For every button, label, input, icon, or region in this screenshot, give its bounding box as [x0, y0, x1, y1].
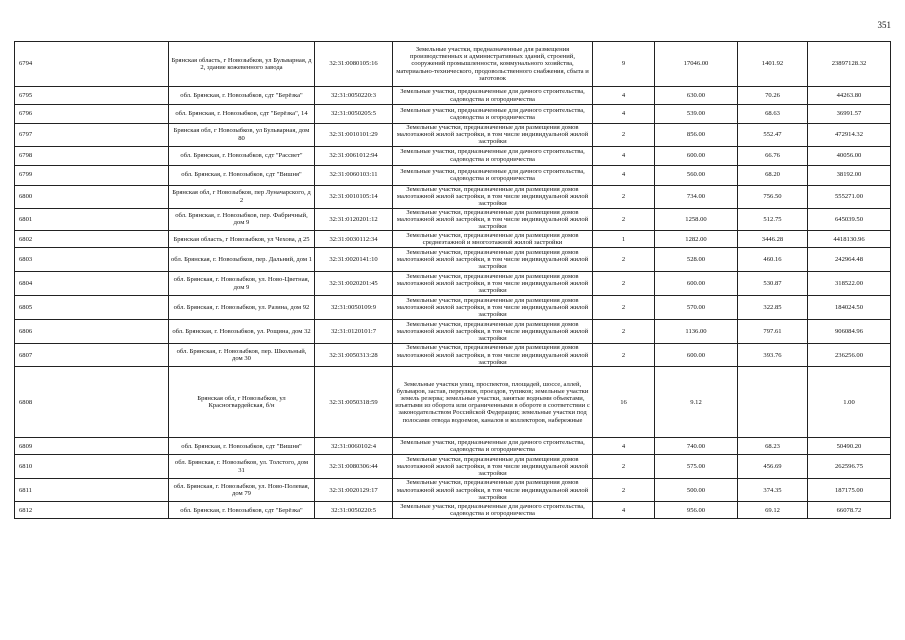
- cadastral-number-cell: 32:31:0061012:94: [315, 146, 393, 165]
- land-use-cell: Земельные участки, предназначенные для размещения домов малоэтажной жилой застройки, в том числе индивидуальной жилой застройки: [393, 248, 593, 272]
- land-use-cell: Земельные участки, предназначенные для размещения домов малоэтажной жилой застройки, в том числе индивидуальной жилой застройки: [393, 272, 593, 296]
- address-cell: обл. Брянская, г. Новозыбков, сдт "Вишня": [169, 165, 315, 185]
- use-group-cell: 2: [593, 479, 655, 502]
- use-group-cell: 4: [593, 502, 655, 519]
- area-cell: 630.00: [655, 87, 738, 105]
- address-cell: обл. Брянская, г. Новозыбков, ул. Ново-Полевая, дом 79: [169, 479, 315, 502]
- table-row: [15, 272, 891, 296]
- area-cell: 560.00: [655, 165, 738, 185]
- land-use-cell: Земельные участки, предназначенные для дачного строительства, садоводства и огородничества: [393, 146, 593, 165]
- cadastral-value-cell: 242964.48: [808, 248, 891, 272]
- table-row: [15, 320, 891, 344]
- table-row: [15, 479, 891, 502]
- use-group-cell: 2: [593, 124, 655, 147]
- table-row: [15, 248, 891, 272]
- cadastral-number-cell: 32:31:0050220:3: [315, 87, 393, 105]
- land-use-cell: Земельные участки, предназначенные для размещения домов малоэтажной жилой застройки, в том числе индивидуальной жилой застройки: [393, 344, 593, 367]
- use-group-cell: 2: [593, 344, 655, 367]
- specific-value-cell: 3446.28: [738, 231, 808, 248]
- cadastral-value-cell: 187175.00: [808, 479, 891, 502]
- area-cell: 9.12: [655, 367, 738, 438]
- address-cell: обл. Брянская, г. Новозыбков, сдт "Берёзка": [169, 502, 315, 519]
- table-row: [15, 231, 891, 248]
- cadastral-number-cell: 32:31:0050205:5: [315, 105, 393, 124]
- row-number: 6811: [15, 479, 169, 502]
- area-cell: 1136.00: [655, 320, 738, 344]
- area-cell: 740.00: [655, 438, 738, 455]
- row-number: 6801: [15, 208, 169, 231]
- table-row: [15, 185, 891, 208]
- use-group-cell: 2: [593, 455, 655, 479]
- specific-value-cell: 68.23: [738, 438, 808, 455]
- specific-value-cell: 66.76: [738, 146, 808, 165]
- row-number: 6804: [15, 272, 169, 296]
- address-cell: обл. Брянская, г. Новозыбков, ул. Разина, дом 92: [169, 296, 315, 320]
- cadastral-value-cell: 36991.57: [808, 105, 891, 124]
- use-group-cell: 4: [593, 87, 655, 105]
- use-group-cell: 2: [593, 320, 655, 344]
- area-cell: 570.00: [655, 296, 738, 320]
- table-row: [15, 344, 891, 367]
- area-cell: 528.00: [655, 248, 738, 272]
- use-group-cell: 4: [593, 165, 655, 185]
- area-cell: 600.00: [655, 344, 738, 367]
- address-cell: обл. Брянская, г. Новозыбков, ул. Ново-Цветная, дом 9: [169, 272, 315, 296]
- cadastral-number-cell: 32:31:0010101:29: [315, 124, 393, 147]
- land-use-cell: Земельные участки улиц, проспектов, площадей, шоссе, аллей, бульваров, застав, переулков, проездов, тупиков; земельные участки земель резерва; земельные участки, занятые водными объектами, изъятыми из оборота или ограниченными в обороте в соответствии с законодательством Российской Федерации; земельные участки под полосами отвода водоемов, каналов и коллекторов, набережные: [393, 367, 593, 438]
- row-number: 6796: [15, 105, 169, 124]
- address-cell: обл. Брянская, г. Новозыбков, пер. Школьный, дом 30: [169, 344, 315, 367]
- specific-value-cell: 374.35: [738, 479, 808, 502]
- cadastral-value-cell: 38192.00: [808, 165, 891, 185]
- address-cell: обл. Брянская, г. Новозыбков, сдт "Рассвет": [169, 146, 315, 165]
- area-cell: 1282.00: [655, 231, 738, 248]
- table-row: [15, 455, 891, 479]
- specific-value-cell: 393.76: [738, 344, 808, 367]
- land-use-cell: Земельные участки, предназначенные для размещения домов малоэтажной жилой застройки, в том числе индивидуальной жилой застройки: [393, 208, 593, 231]
- address-cell: Брянская обл, г Новозыбков, ул Бульварная, дом 80: [169, 124, 315, 147]
- use-group-cell: 2: [593, 272, 655, 296]
- cadastral-number-cell: 32:31:0010105:14: [315, 185, 393, 208]
- specific-value-cell: 756.50: [738, 185, 808, 208]
- cadastral-value-cell: 50490.20: [808, 438, 891, 455]
- specific-value-cell: 460.16: [738, 248, 808, 272]
- row-number: 6807: [15, 344, 169, 367]
- specific-value-cell: 552.47: [738, 124, 808, 147]
- table-row: [15, 146, 891, 165]
- use-group-cell: 4: [593, 438, 655, 455]
- use-group-cell: 2: [593, 296, 655, 320]
- cadastral-value-cell: 184024.50: [808, 296, 891, 320]
- row-number: 6808: [15, 367, 169, 438]
- land-use-cell: Земельные участки, предназначенные для дачного строительства, садоводства и огородничества: [393, 502, 593, 519]
- cadastral-value-cell: 1.00: [808, 367, 891, 438]
- table-row: [15, 367, 891, 438]
- address-cell: обл. Брянская, г. Новозыбков, сдт "Берёзка", 14: [169, 105, 315, 124]
- specific-value-cell: 530.87: [738, 272, 808, 296]
- cadastral-number-cell: 32:31:0030112:34: [315, 231, 393, 248]
- row-number: 6809: [15, 438, 169, 455]
- cadastral-value-cell: 906084.96: [808, 320, 891, 344]
- row-number: 6802: [15, 231, 169, 248]
- specific-value-cell: 1401.92: [738, 42, 808, 87]
- cadastral-number-cell: 32:31:0050220:5: [315, 502, 393, 519]
- cadastral-value-cell: 236256.00: [808, 344, 891, 367]
- land-use-cell: Земельные участки, предназначенные для дачного строительства, садоводства и огородничества: [393, 165, 593, 185]
- row-number: 6794: [15, 42, 169, 87]
- area-cell: 1258.00: [655, 208, 738, 231]
- land-use-cell: Земельные участки, предназначенные для размещения домов малоэтажной жилой застройки, в том числе индивидуальной жилой застройки: [393, 124, 593, 147]
- cadastral-value-cell: 262596.75: [808, 455, 891, 479]
- address-cell: обл. Брянская, г. Новозыбков, пер. Дальний, дом 1: [169, 248, 315, 272]
- specific-value-cell: 456.69: [738, 455, 808, 479]
- cadastral-value-cell: 318522.00: [808, 272, 891, 296]
- address-cell: обл. Брянская, г. Новозыбков, ул. Толстого, дом 31: [169, 455, 315, 479]
- cadastral-number-cell: 32:31:0020141:10: [315, 248, 393, 272]
- land-use-cell: Земельные участки, предназначенные для размещения домов малоэтажной жилой застройки, в том числе индивидуальной жилой застройки: [393, 320, 593, 344]
- row-number: 6805: [15, 296, 169, 320]
- row-number: 6803: [15, 248, 169, 272]
- address-cell: обл. Брянская, г. Новозыбков, сдт "Вишня": [169, 438, 315, 455]
- cadastral-value-cell: 66078.72: [808, 502, 891, 519]
- specific-value-cell: [738, 367, 808, 438]
- area-cell: 600.00: [655, 146, 738, 165]
- specific-value-cell: 68.20: [738, 165, 808, 185]
- area-cell: 856.00: [655, 124, 738, 147]
- land-use-cell: Земельные участки, предназначенные для дачного строительства, садоводства и огородничества: [393, 87, 593, 105]
- cadastral-number-cell: 32:31:0050313:28: [315, 344, 393, 367]
- cadastral-number-cell: 32:31:0050318:59: [315, 367, 393, 438]
- table-row: [15, 105, 891, 124]
- area-cell: 500.00: [655, 479, 738, 502]
- land-use-cell: Земельные участки, предназначенные для размещения производственных и административных зданий, строений, сооружений промышленности, коммунального хозяйства, материально-технического, продовольственного снабжения, сбыта и заготовок: [393, 42, 593, 87]
- address-cell: обл. Брянская, г. Новозыбков, сдт "Берёзка": [169, 87, 315, 105]
- use-group-cell: 2: [593, 208, 655, 231]
- table-row: [15, 87, 891, 105]
- cadastral-number-cell: 32:31:0080105:16: [315, 42, 393, 87]
- cadastral-value-cell: 555271.00: [808, 185, 891, 208]
- table-row: [15, 42, 891, 87]
- page-number: 351: [877, 20, 891, 30]
- cadastral-number-cell: 32:31:0060103:11: [315, 165, 393, 185]
- cadastral-number-cell: 32:31:0020129:17: [315, 479, 393, 502]
- cadastral-value-cell: 472914.32: [808, 124, 891, 147]
- use-group-cell: 1: [593, 231, 655, 248]
- area-cell: 600.00: [655, 272, 738, 296]
- use-group-cell: 2: [593, 248, 655, 272]
- cadastral-value-cell: 4418130.96: [808, 231, 891, 248]
- row-number: 6806: [15, 320, 169, 344]
- land-use-cell: Земельные участки, предназначенные для размещения домов малоэтажной жилой застройки, в том числе индивидуальной жилой застройки: [393, 296, 593, 320]
- specific-value-cell: 69.12: [738, 502, 808, 519]
- area-cell: 734.00: [655, 185, 738, 208]
- cadastral-value-cell: 23897128.32: [808, 42, 891, 87]
- table-row: [15, 502, 891, 519]
- table-row: [15, 296, 891, 320]
- specific-value-cell: 70.26: [738, 87, 808, 105]
- area-cell: 539.00: [655, 105, 738, 124]
- row-number: 6795: [15, 87, 169, 105]
- address-cell: Брянская обл, г Новозыбков, пер Луначарского, д 2: [169, 185, 315, 208]
- cadastral-value-table: [14, 41, 891, 519]
- cadastral-number-cell: 32:31:0080306:44: [315, 455, 393, 479]
- area-cell: 17046.00: [655, 42, 738, 87]
- table-row: [15, 438, 891, 455]
- cadastral-number-cell: 32:31:0120101:7: [315, 320, 393, 344]
- table-row: [15, 165, 891, 185]
- row-number: 6797: [15, 124, 169, 147]
- use-group-cell: 4: [593, 146, 655, 165]
- cadastral-number-cell: 32:31:0050109:9: [315, 296, 393, 320]
- specific-value-cell: 322.85: [738, 296, 808, 320]
- row-number: 6812: [15, 502, 169, 519]
- address-cell: Брянская область, г Новозыбков, ул Бульварная, д 2, здание кожевенного завода: [169, 42, 315, 87]
- row-number: 6798: [15, 146, 169, 165]
- use-group-cell: 9: [593, 42, 655, 87]
- cadastral-value-cell: 40056.00: [808, 146, 891, 165]
- land-use-cell: Земельные участки, предназначенные для размещения домов среднеэтажной и многоэтажной жилой застройки: [393, 231, 593, 248]
- specific-value-cell: 512.75: [738, 208, 808, 231]
- land-use-cell: Земельные участки, предназначенные для размещения домов малоэтажной жилой застройки, в том числе индивидуальной жилой застройки: [393, 185, 593, 208]
- land-use-cell: Земельные участки, предназначенные для размещения домов малоэтажной жилой застройки, в том числе индивидуальной жилой застройки: [393, 455, 593, 479]
- address-cell: Брянская область, г Новозыбков, ул Чехова, д 25: [169, 231, 315, 248]
- address-cell: обл. Брянская, г. Новозыбков, пер. Фабричный, дом 9: [169, 208, 315, 231]
- use-group-cell: 2: [593, 185, 655, 208]
- table-body: [15, 42, 891, 519]
- address-cell: Брянская обл, г Новозыбков, ул Красногвардейская, б/н: [169, 367, 315, 438]
- use-group-cell: 4: [593, 105, 655, 124]
- area-cell: 956.00: [655, 502, 738, 519]
- area-cell: 575.00: [655, 455, 738, 479]
- address-cell: обл. Брянская, г. Новозыбков, ул. Рощина, дом 32: [169, 320, 315, 344]
- row-number: 6800: [15, 185, 169, 208]
- row-number: 6810: [15, 455, 169, 479]
- cadastral-number-cell: 32:31:0120201:12: [315, 208, 393, 231]
- table-row: [15, 124, 891, 147]
- cadastral-number-cell: 32:31:0020201:45: [315, 272, 393, 296]
- specific-value-cell: 797.61: [738, 320, 808, 344]
- specific-value-cell: 68.63: [738, 105, 808, 124]
- row-number: 6799: [15, 165, 169, 185]
- land-use-cell: Земельные участки, предназначенные для дачного строительства, садоводства и огородничества: [393, 438, 593, 455]
- cadastral-value-cell: 645039.50: [808, 208, 891, 231]
- land-use-cell: Земельные участки, предназначенные для размещения домов малоэтажной жилой застройки, в том числе индивидуальной жилой застройки: [393, 479, 593, 502]
- table-row: [15, 208, 891, 231]
- cadastral-value-cell: 44263.80: [808, 87, 891, 105]
- use-group-cell: 16: [593, 367, 655, 438]
- cadastral-number-cell: 32:31:0060102:4: [315, 438, 393, 455]
- land-use-cell: Земельные участки, предназначенные для дачного строительства, садоводства и огородничества: [393, 105, 593, 124]
